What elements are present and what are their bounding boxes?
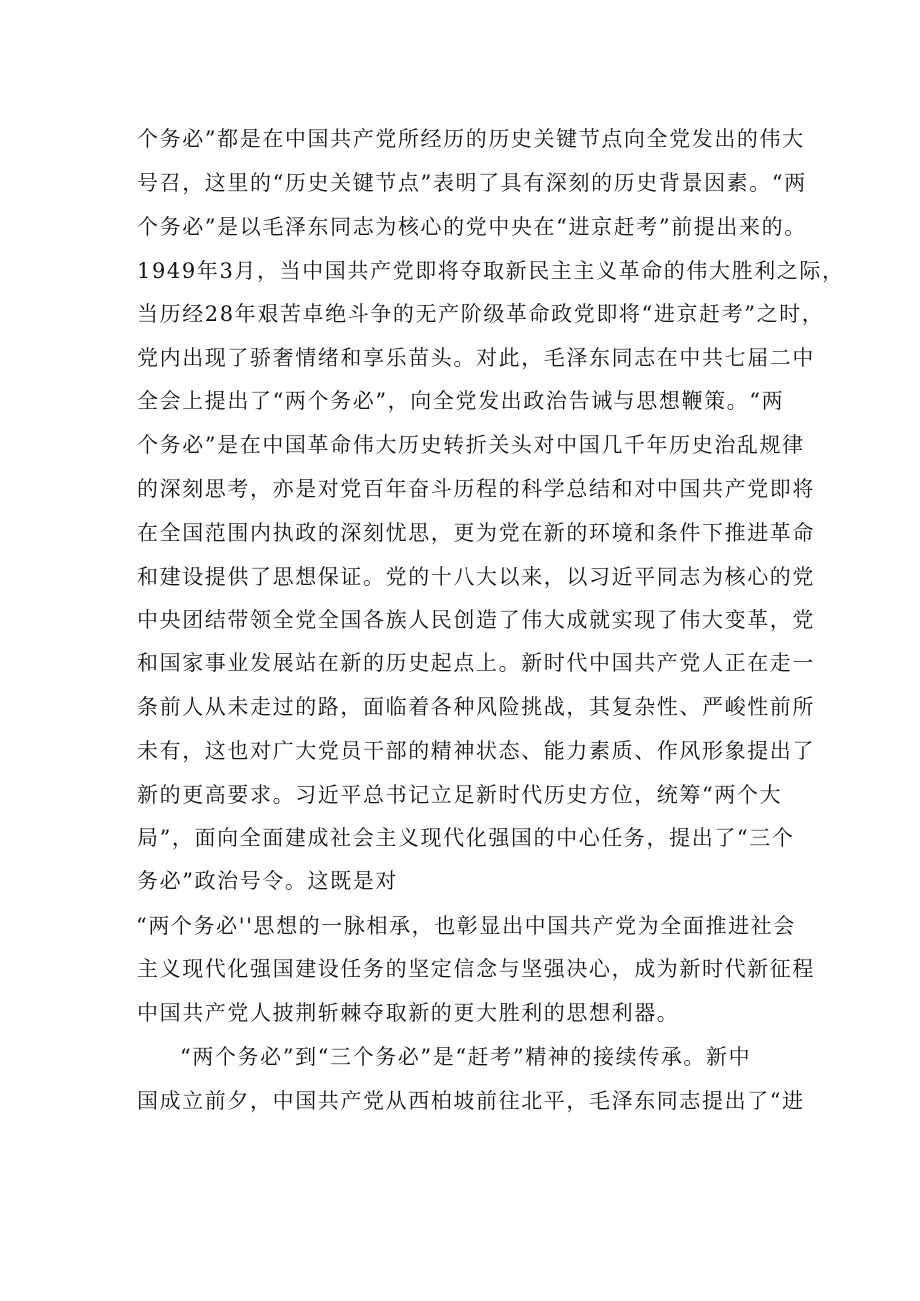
text-line: 新的更高要求。习近平总书记立足新时代历史方位，统筹“两个大 <box>137 783 783 807</box>
text-line: 1949年3月，当中国共产党即将夺取新民主主义革命的伟大胜利之际， <box>137 259 845 283</box>
text-line: 号召，这里的“历史关键节点”表明了具有深刻的历史背景因素。“两 <box>137 171 807 195</box>
text-line: 条前人从未走过的路，面临着各种风险挑战，其复杂性、严峻性前所 <box>137 695 815 719</box>
text-line: 当历经28年艰苦卓绝斗争的无产阶级革命政党即将“进京赶考”之时， <box>137 302 825 326</box>
text-line: 的深刻思考，亦是对党百年奋斗历程的科学总结和对中国共产党即将 <box>137 477 815 501</box>
text-line: 国成立前夕，中国共产党从西柏坡前往北平，毛泽东同志提出了“进 <box>137 1089 805 1113</box>
text-line: 中央团结带领全党全国各族人民创造了伟大成就实现了伟大变革，党 <box>137 608 815 632</box>
text-line: “两个务必''思想的一脉相承，也彰显出中国共产党为全面推进社会 <box>136 914 796 938</box>
text-line: 务必”政治号令。这既是对 <box>137 869 398 893</box>
text-line: 中国共产党人披荆斩棘夺取新的更大胜利的思想利器。 <box>137 1001 680 1025</box>
text-line: 党内出现了骄奢情绪和享乐苗头。对此，毛泽东同志在中共七届二中 <box>137 346 815 370</box>
text-line: 在全国范围内执政的深刻忧思，更为党在新的环境和条件下推进革命 <box>137 521 815 545</box>
text-line: 个务必”是在中国革命伟大历史转折关头对中国几千年历史治乱规律 <box>137 433 805 457</box>
text-line: 未有，这也对广大党员干部的精神状态、能力素质、作风形象提出了 <box>137 739 815 763</box>
text-line: 全会上提出了“两个务必”，向全党发出政治告诫与思想鞭策。“两 <box>137 389 785 413</box>
text-line: 和国家事业发展站在新的历史起点上。新时代中国共产党人正在走一 <box>137 651 815 675</box>
paragraph-first-line: “两个务必”到“三个务必”是“赶考”精神的接续传承。新中 <box>180 1045 752 1069</box>
text-line: 个务必”是以毛泽东同志为核心的党中央在“进京赶考”前提出来的。 <box>137 215 807 239</box>
text-line: 局”，面向全面建成社会主义现代化强国的中心任务，提出了“三个 <box>137 826 795 850</box>
text-line: 个务必”都是在中国共产党所经历的历史关键节点向全党发出的伟大 <box>137 127 805 151</box>
text-line: 和建设提供了思想保证。党的十八大以来，以习近平同志为核心的党 <box>137 565 815 589</box>
text-line: 主义现代化强国建设任务的坚定信念与坚强决心，成为新时代新征程 <box>137 957 815 981</box>
